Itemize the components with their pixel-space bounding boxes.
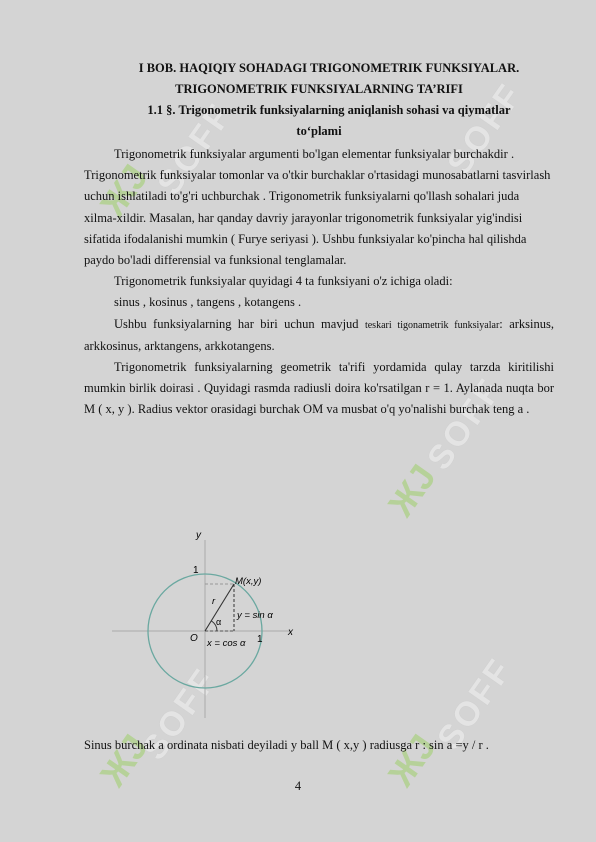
inverse-text-a: Ushbu funksiyalarning har biri uchun mavjud xyxy=(114,316,365,331)
chapter-title-line1: I BOB. HAQIQIY SOHADAGI TRIGONOMETRIK FUNKSIYALAR. xyxy=(138,61,520,75)
inverse-text-b: : arksinus, arkkosinus, arktangens, arkkotangens. xyxy=(84,316,554,353)
tick-one-right: 1 xyxy=(257,634,263,645)
paragraph-geometric-definition: Trigonometrik funksiyalarning geometrik ta'rifi yordamida qulay tarzda kiritilishi mumkin birlik doirasi . Quyidagi rasmda radiusli doira ko'rsatilgan r = 1. Aylanada nuqta bor M ( x, y ). Radius vektor orasidagi burchak OM va musbat o'q yo'nalishi burchak teng a . xyxy=(84,360,554,417)
watermark-text: SOFF xyxy=(440,75,531,182)
watermark-text: SOFF xyxy=(430,650,521,757)
page-number: 4 xyxy=(294,779,302,793)
unit-circle-figure xyxy=(110,528,310,723)
section-title-line2: to‘plami xyxy=(296,124,342,138)
watermark-text: SOFF xyxy=(135,660,226,767)
cos-label: x = cos α xyxy=(207,638,246,649)
angle-label: α xyxy=(216,617,222,627)
tick-one-top: 1 xyxy=(193,565,199,576)
section-title-line1: 1.1 §. Trigonometrik funksiyalarning aniqlanish sohasi va qiymatlar xyxy=(147,103,511,117)
x-axis-label: x xyxy=(288,627,293,638)
figure-caption: Sinus burchak a ordinata nisbati deyiladi y ball M ( x,y ) radiusga r : sin a =y / r . xyxy=(84,738,489,752)
chapter-title-line2: TRIGONOMETRIK FUNKSIYALARNING TA’RIFI xyxy=(175,82,463,96)
document-body xyxy=(84,58,554,421)
watermark-logo-icon: ЖJ xyxy=(92,156,156,224)
watermark-logo-icon: ЖJ xyxy=(92,726,156,794)
radius-label: r xyxy=(212,596,216,607)
inverse-text-small: teskari tigonametrik funksiyalar xyxy=(364,319,500,331)
watermark-logo-icon: ЖJ xyxy=(380,726,444,794)
paragraph-functions-list: Trigonometrik funksiyalar quyidagi 4 ta funksiyani o'z ichiga oladi: xyxy=(114,274,453,289)
y-axis-label: y xyxy=(196,530,201,541)
point-label: M(x,y) xyxy=(235,576,262,587)
watermark-text: SOFF xyxy=(150,95,241,202)
watermark-logo-icon: ЖJ xyxy=(380,456,444,524)
paragraph-intro: Trigonometrik funksiyalar argumenti bo'lgan elementar funksiyalar burchakdir . Trigonometrik funksiyalar tomonlar va o'tkir burchaklar o'rtasidagi munosabatlarni tasvirlash uchun ishlatiladi to'g'ri uchburchak . Trigonometrik funksiyalarni qo'llash sohalari juda xilma-xildir. Masalan, har qanday davriy jarayonlar trigonometrik funksiyalar yig'indisi sifatida ifodalanishi mumkin ( Furye seriyasi ). Ushbu funksiyalar ko'pincha hal qilishda paydo bo'ladi differensial va funksional tenglamalar. xyxy=(84,147,551,268)
origin-label: O xyxy=(190,633,198,644)
sin-label: y = sin α xyxy=(237,610,273,621)
paragraph-function-names: sinus , kosinus , tangens , kotangens . xyxy=(114,295,302,310)
paragraph-inverse-functions xyxy=(84,314,554,357)
watermark-text: SOFF xyxy=(420,370,511,477)
